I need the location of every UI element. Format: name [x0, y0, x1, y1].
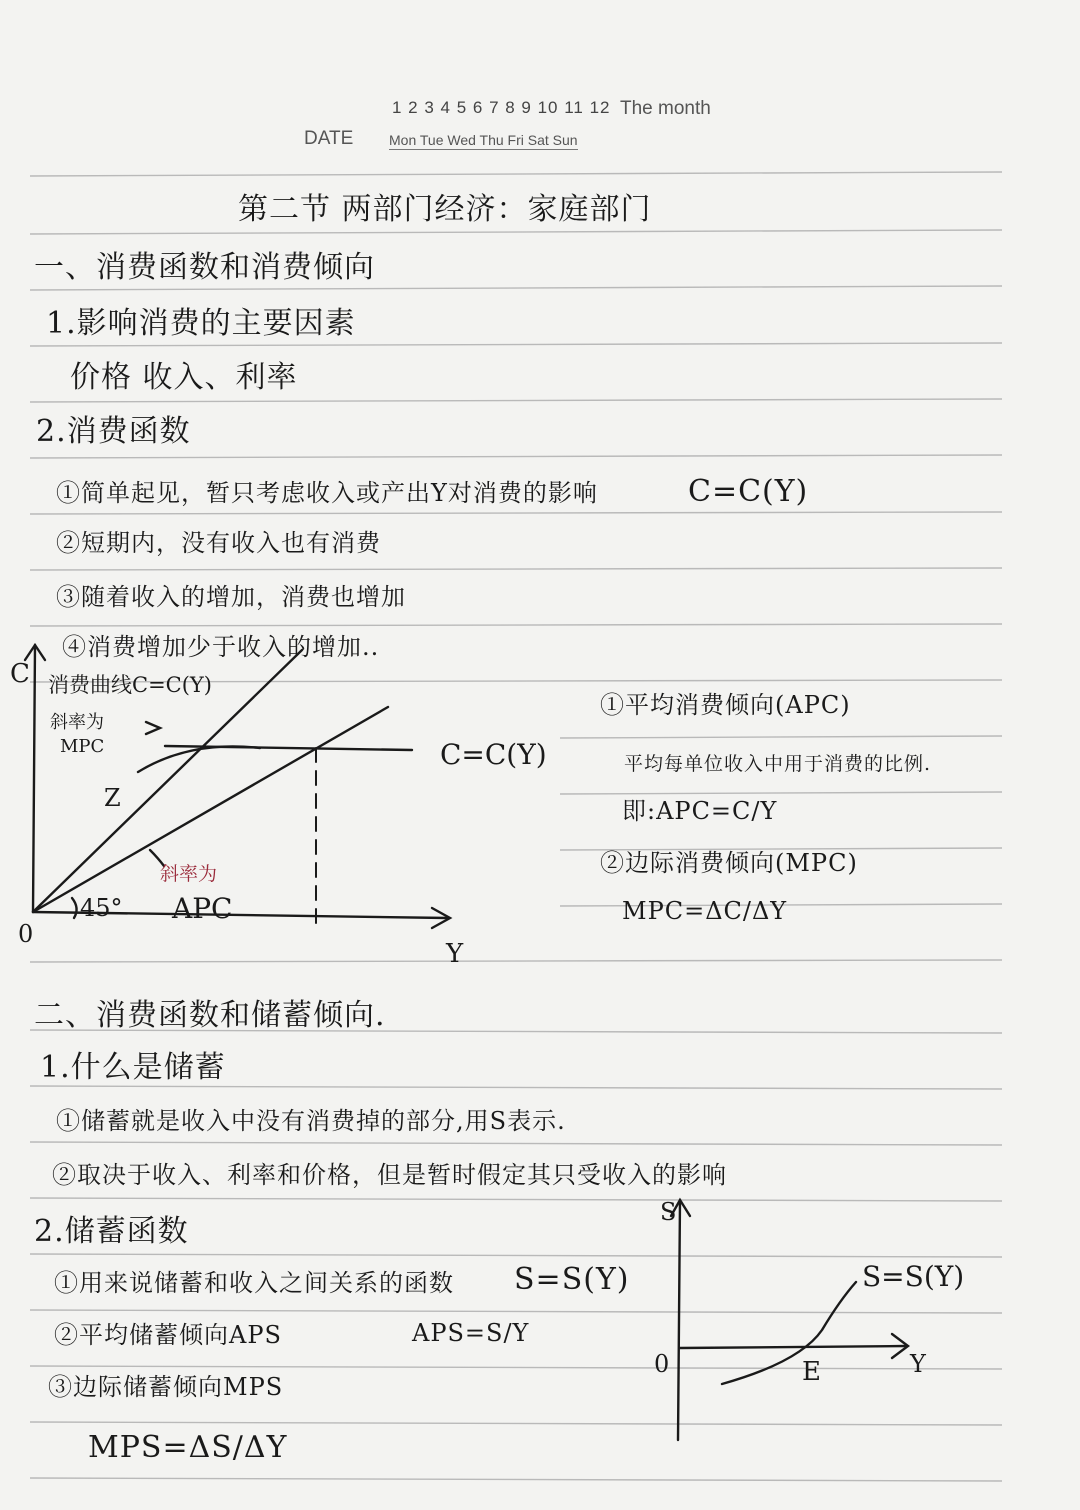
- note-1-2-a: ①简单起见，暂只考虑收入或产出Y对消费的影响: [56, 479, 598, 507]
- note-1-2-b: ②短期内，没有收入也有消费: [56, 529, 381, 557]
- note-2-2-a: ①用来说储蓄和收入之间关系的函数: [54, 1269, 454, 1297]
- page-title: 第二节 两部门经济：家庭部门: [238, 192, 652, 227]
- the-month-label: The month: [620, 98, 711, 119]
- subsection-1-1-heading: 1.影响消费的主要因素: [46, 306, 356, 341]
- graph2-y-axis: [680, 1346, 906, 1348]
- subsection-1-1-text: 价格 收入、利率: [70, 360, 298, 395]
- graph2-axis-s-label: S: [660, 1198, 677, 1226]
- graph2-axis-y-label: Y: [910, 1350, 926, 1378]
- graph1-function-label: C=C(Y): [440, 738, 547, 771]
- graph2-saving-curve: [722, 1282, 856, 1384]
- apc-formula: 即:APC=C/Y: [622, 797, 778, 825]
- mpc-formula: MPC=ΔC/ΔY: [622, 897, 788, 925]
- subsection-2-1-heading: 1.什么是储蓄: [40, 1050, 226, 1085]
- section-2-heading: 二、消费函数和储蓄倾向.: [34, 998, 386, 1033]
- apc-description: 平均每单位收入中用于消费的比例.: [624, 753, 932, 775]
- section-1-heading: 一、消费函数和消费倾向: [34, 250, 375, 285]
- subsection-2-2-heading: 2.储蓄函数: [34, 1214, 189, 1249]
- graph2-curve-label: S=S(Y): [862, 1260, 965, 1293]
- graph1-slope-apc-label-2: APC: [172, 892, 233, 925]
- note-2-2-c: ③边际储蓄倾向MPS: [48, 1373, 284, 1401]
- note-2-1-b: ②取决于收入、利率和价格，但是暂时假定其只受收入的影响: [52, 1161, 727, 1189]
- graph1-slope-mpc-label-1: 斜率为: [50, 712, 104, 733]
- note-2-1-a: ①储蓄就是收入中没有消费掉的部分,用S表示.: [56, 1107, 566, 1135]
- graph1-axis-y-label: Y: [446, 939, 464, 969]
- note-2-2-b: ②平均储蓄倾向APS: [54, 1321, 282, 1349]
- apc-title: ①平均消费倾向(APC): [600, 691, 851, 719]
- month-numbers: 1 2 3 4 5 6 7 8 9 10 11 12: [392, 98, 611, 117]
- mpc-title: ②边际消费倾向(MPC): [600, 849, 858, 877]
- graph2-origin-label: 0: [654, 1350, 670, 1378]
- graph1-angle-label: 45°: [80, 894, 123, 922]
- graph1-curve-label: 消费曲线C=C(Y): [48, 673, 212, 697]
- note-1-2-c: ③随着收入的增加，消费也增加: [56, 583, 406, 611]
- formula-c-cy: C=C(Y): [688, 474, 809, 509]
- graph1-z-label: Z: [104, 784, 121, 812]
- subsection-1-2-heading: 2.消费函数: [36, 414, 191, 449]
- formula-s-sy: S=S(Y): [514, 1262, 630, 1297]
- graph1-axis-c-label: C: [10, 659, 30, 689]
- formula-mps: MPS=ΔS/ΔY: [88, 1430, 288, 1465]
- graph2-s-axis: [678, 1200, 680, 1440]
- formula-aps: APS=S/Y: [412, 1319, 530, 1347]
- date-label: DATE: [304, 128, 354, 149]
- graph1-slope-mpc-label-2: MPC: [60, 736, 105, 757]
- note-1-2-d: ④消费增加少于收入的增加..: [62, 633, 380, 661]
- graph1-slope-apc-label-1: 斜率为: [160, 863, 218, 885]
- graph2-e-label: E: [802, 1357, 821, 1387]
- graph1-origin-label: 0: [18, 920, 34, 948]
- weekday-labels: Mon Tue Wed Thu Fri Sat Sun: [389, 132, 578, 148]
